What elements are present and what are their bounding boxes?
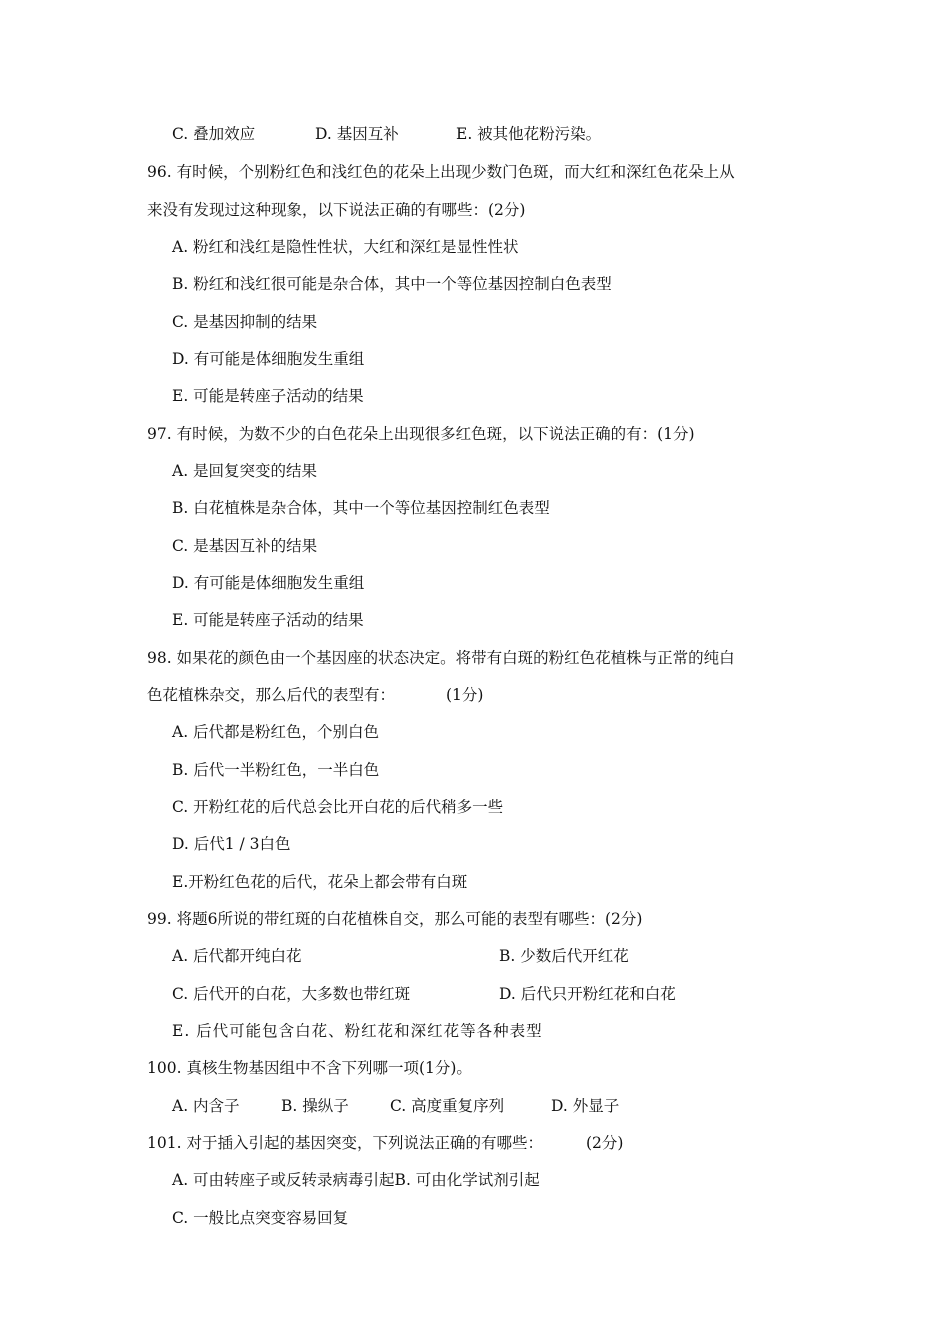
question-98-line-1: 98. 如果花的颜色由一个基因座的状态决定。将带有白斑的粉红色花植株与正常的纯白 [147,649,735,667]
question-98-option-c: C. 开粉红花的后代总会比开白花的后代稍多一些 [172,798,504,816]
question-98-score: (1分) [446,686,484,704]
question-97-option-e: E. 可能是转座子活动的结果 [172,611,364,629]
question-97-option-d: D. 有可能是体细胞发生重组 [172,574,365,592]
q95-option-e: E. 被其他花粉污染。 [456,125,602,143]
question-98-option-d: D. 后代1 / 3白色 [172,835,291,853]
question-101-score: (2分) [586,1134,624,1152]
question-96-option-e: E. 可能是转座子活动的结果 [172,387,364,405]
question-101: 101. 对于插入引起的基因突变，下列说法正确的有哪些： [147,1134,543,1152]
question-97-option-a: A. 是回复突变的结果 [172,462,318,480]
question-97: 97. 有时候，为数不少的白色花朵上出现很多红色斑，以下说法正确的有：(1分) [147,425,695,443]
question-100-option-c: C. 高度重复序列 [390,1097,505,1115]
question-99-option-b: B. 少数后代开红花 [499,947,629,965]
question-101-option-a-b: A. 可由转座子或反转录病毒引起B. 可由化学试剂引起 [172,1171,540,1189]
question-100-option-d: D. 外显子 [551,1097,620,1115]
question-98-option-b: B. 后代一半粉红色，一半白色 [172,761,380,779]
question-99-option-d: D. 后代只开粉红花和白花 [499,985,676,1003]
question-96-line-2: 来没有发现过这种现象，以下说法正确的有哪些：(2分) [147,201,526,219]
question-100: 100. 真核生物基因组中不含下列哪一项(1分)。 [147,1059,472,1077]
question-96-option-b: B. 粉红和浅红很可能是杂合体，其中一个等位基因控制白色表型 [172,275,612,293]
question-99-option-c: C. 后代开的白花，大多数也带红斑 [172,985,411,1003]
question-99-option-a: A. 后代都开纯白花 [172,947,302,965]
question-98-option-a: A. 后代都是粉红色，个别白色 [172,723,380,741]
question-96-line-1: 96. 有时候，个别粉红色和浅红色的花朵上出现少数门色斑，而大红和深红色花朵上从 [147,163,735,181]
question-98-option-e: E.开粉红色花的后代，花朵上都会带有白斑 [172,873,468,891]
question-96-option-c: C. 是基因抑制的结果 [172,313,318,331]
question-97-option-c: C. 是基因互补的结果 [172,537,318,555]
question-101-option-c: C. 一般比点突变容易回复 [172,1209,349,1227]
question-96-option-a: A. 粉红和浅红是隐性性状，大红和深红是显性性状 [172,238,519,256]
question-99: 99. 将题6所说的带红斑的白花植株自交，那么可能的表型有哪些：(2分) [147,910,643,928]
question-100-option-b: B. 操纵子 [281,1097,349,1115]
question-96-option-d: D. 有可能是体细胞发生重组 [172,350,365,368]
question-100-option-a: A. 内含子 [172,1097,240,1115]
question-98-line-2: 色花植株杂交，那么后代的表型有： [147,686,396,704]
question-99-option-e: E. 后代可能包含白花、粉红花和深红花等各种表型 [172,1022,543,1040]
q95-option-c: C. 叠加效应 [172,125,256,143]
question-97-option-b: B. 白花植株是杂合体，其中一个等位基因控制红色表型 [172,499,550,517]
q95-option-d: D. 基因互补 [315,125,399,143]
